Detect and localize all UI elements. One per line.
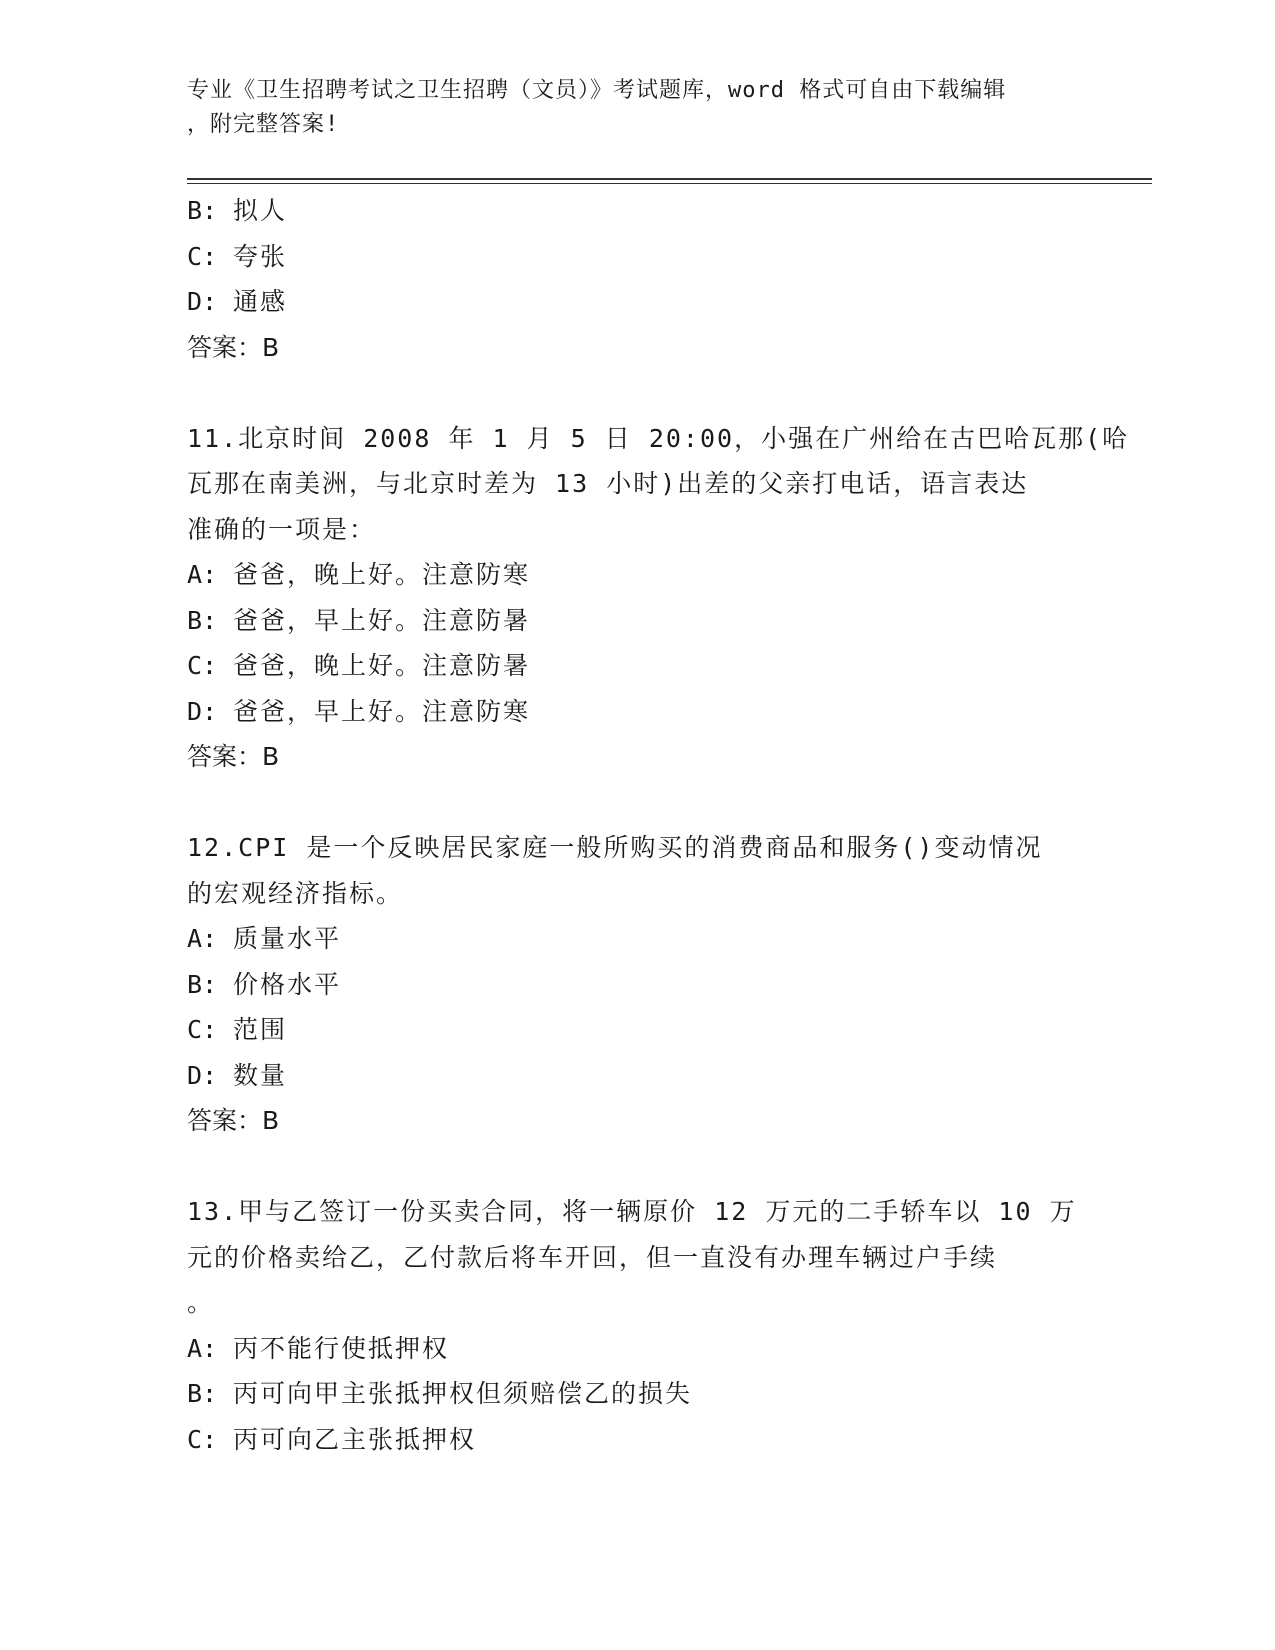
question-text-line: 准确的一项是：: [187, 514, 377, 544]
option-c: C: 夸张: [187, 241, 288, 271]
option-d: D: 通感: [187, 287, 288, 316]
question-text-line: 11.北京时间 2008 年 1 月 5 日 20:00，小强在广州给在古巴哈瓦那(哈: [187, 423, 1130, 453]
question-10-continued: [187, 188, 1067, 370]
header-line-2: ，附完整答案!: [187, 112, 340, 137]
option-a: A: 爸爸，晚上好。注意防寒: [187, 560, 531, 589]
option-c: C: 爸爸，晚上好。注意防暑: [187, 651, 531, 680]
answer-line: 答案：B: [187, 332, 280, 362]
option-a: A: 质量水平: [187, 924, 342, 953]
header-line-1: 专业《卫生招聘考试之卫生招聘（文员）》考试题库，word 格式可自由下载编辑: [187, 78, 1007, 103]
header-divider-thin: [187, 183, 1152, 184]
option-b: B: 爸爸，早上好。注意防暑: [187, 605, 531, 635]
question-text-line: 13.甲与乙签订一份买卖合同，将一辆原价 12 万元的二手轿车以 10 万: [187, 1197, 1077, 1226]
question-text-line: 12.CPI 是一个反映居民家庭一般所购买的消费商品和服务()变动情况: [187, 833, 1043, 862]
answer-line: 答案：B: [187, 1106, 280, 1135]
option-b: B: 价格水平: [187, 969, 342, 999]
answer-line: 答案：B: [187, 742, 280, 771]
option-d: D: 爸爸，早上好。注意防寒: [187, 696, 531, 726]
option-c: C: 范围: [187, 1015, 288, 1044]
header-divider-thick: [187, 178, 1152, 180]
option-c: C: 丙可向乙主张抵押权: [187, 1424, 477, 1454]
document-header: [187, 74, 1067, 142]
option-d: D: 数量: [187, 1060, 288, 1090]
question-content: [187, 188, 1130, 1462]
option-b: B: 丙可向甲主张抵押权但须赔偿乙的损失: [187, 1379, 693, 1408]
question-text-line: 元的价格卖给乙，乙付款后将车开回，但一直没有办理车辆过户手续: [187, 1242, 998, 1272]
question-text-line: 瓦那在南美洲，与北京时差为 13 小时)出差的父亲打电话，语言表达: [187, 469, 1029, 498]
question-text-line: 。: [187, 1288, 215, 1317]
option-b: B: 拟人: [187, 196, 288, 225]
question-11: [187, 416, 1130, 780]
question-12: [187, 825, 1067, 1144]
option-a: A: 丙不能行使抵押权: [187, 1333, 450, 1363]
question-text-line: 的宏观经济指标。: [187, 878, 404, 908]
question-13: [187, 1189, 1077, 1462]
